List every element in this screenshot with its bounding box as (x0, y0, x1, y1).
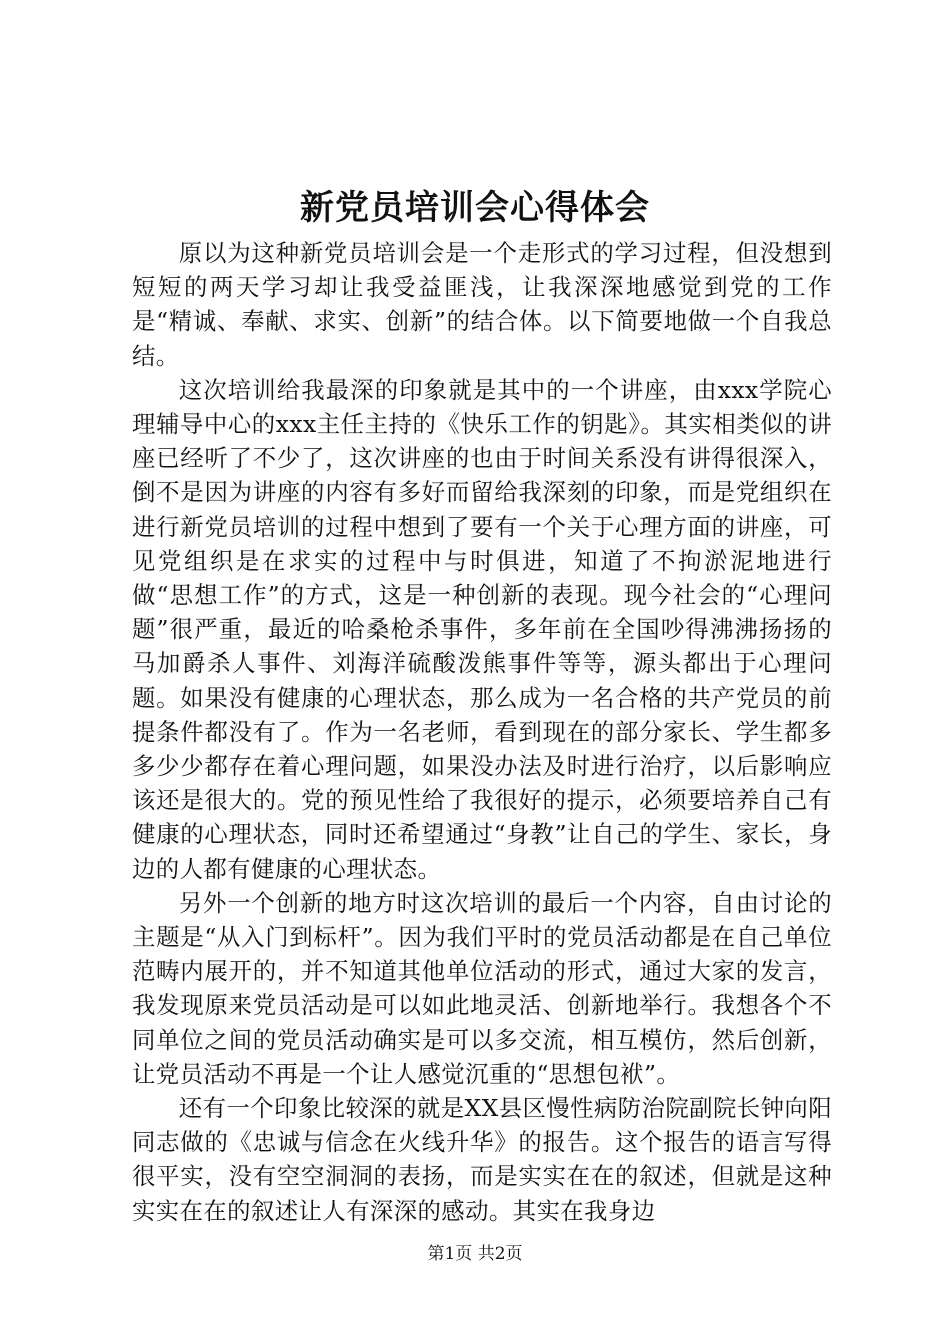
document-body (132, 236, 832, 1228)
paragraph-3: 另外一个创新的地方时这次培训的最后一个内容，自由讨论的主题是“从入门到标杆”。因为我们平时的党员活动都是在自己单位范畴内展开的，并不知道其他单位活动的形式，通过大家的发言，我发现原来党员活动是可以如此地灵活、创新地举行。我想各个不同单位之间的党员活动确实是可以多交流，相互模仿，然后创新，让党员活动不再是一个让人感觉沉重的“思想包袱”。 (132, 888, 832, 1088)
paragraph-2: 这次培训给我最深的印象就是其中的一个讲座，由xxx学院心理辅导中心的xxx主任主持的《快乐工作的钥匙》。其实相类似的讲座已经听了不少了，这次讲座的也由于时间关系没有讲得很深入，倒不是因为讲座的内容有多好而留给我深刻的印象，而是党组织在进行新党员培训的过程中想到了要有一个关于心理方面的讲座，可见党组织是在求实的过程中与时俱进，知道了不拘淤泥地进行做“思想工作”的方式，这是一种创新的表现。现今社会的“心理问题”很严重，最近的哈桑枪杀事件，多年前在全国吵得沸沸扬扬的马加爵杀人事件、刘海洋硫酸泼熊事件等等，源头都出于心理问题。如果没有健康的心理状态，那么成为一名合格的共产党员的前提条件都没有了。作为一名老师，看到现在的部分家长、学生都多多少少都存在着心理问题，如果没办法及时进行治疗，以后影响应该还是很大的。党的预见性给了我很好的提示，必须要培养自己有健康的心理状态，同时还希望通过“身教”让自己的学生、家长，身边的人都有健康的心理状态。 (132, 375, 832, 883)
paragraph-4: 还有一个印象比较深的就是XX县区慢性病防治院副院长钟向阳同志做的《忠诚与信念在火线升华》的报告。这个报告的语言写得很平实，没有空空洞洞的表扬，而是实实在在的叙述，但就是这种实实在在的叙述让人有深深的感动。其实在我身边 (132, 1094, 832, 1225)
paragraph-1: 原以为这种新党员培训会是一个走形式的学习过程，但没想到短短的两天学习却让我受益匪浅，让我深深地感觉到党的工作是“精诚、奉献、求实、创新”的结合体。以下简要地做一个自我总结。 (132, 239, 832, 370)
page-number-footer: 第1页 共2页 (427, 1244, 523, 1264)
document-title: 新党员培训会心得体会 (300, 188, 650, 228)
